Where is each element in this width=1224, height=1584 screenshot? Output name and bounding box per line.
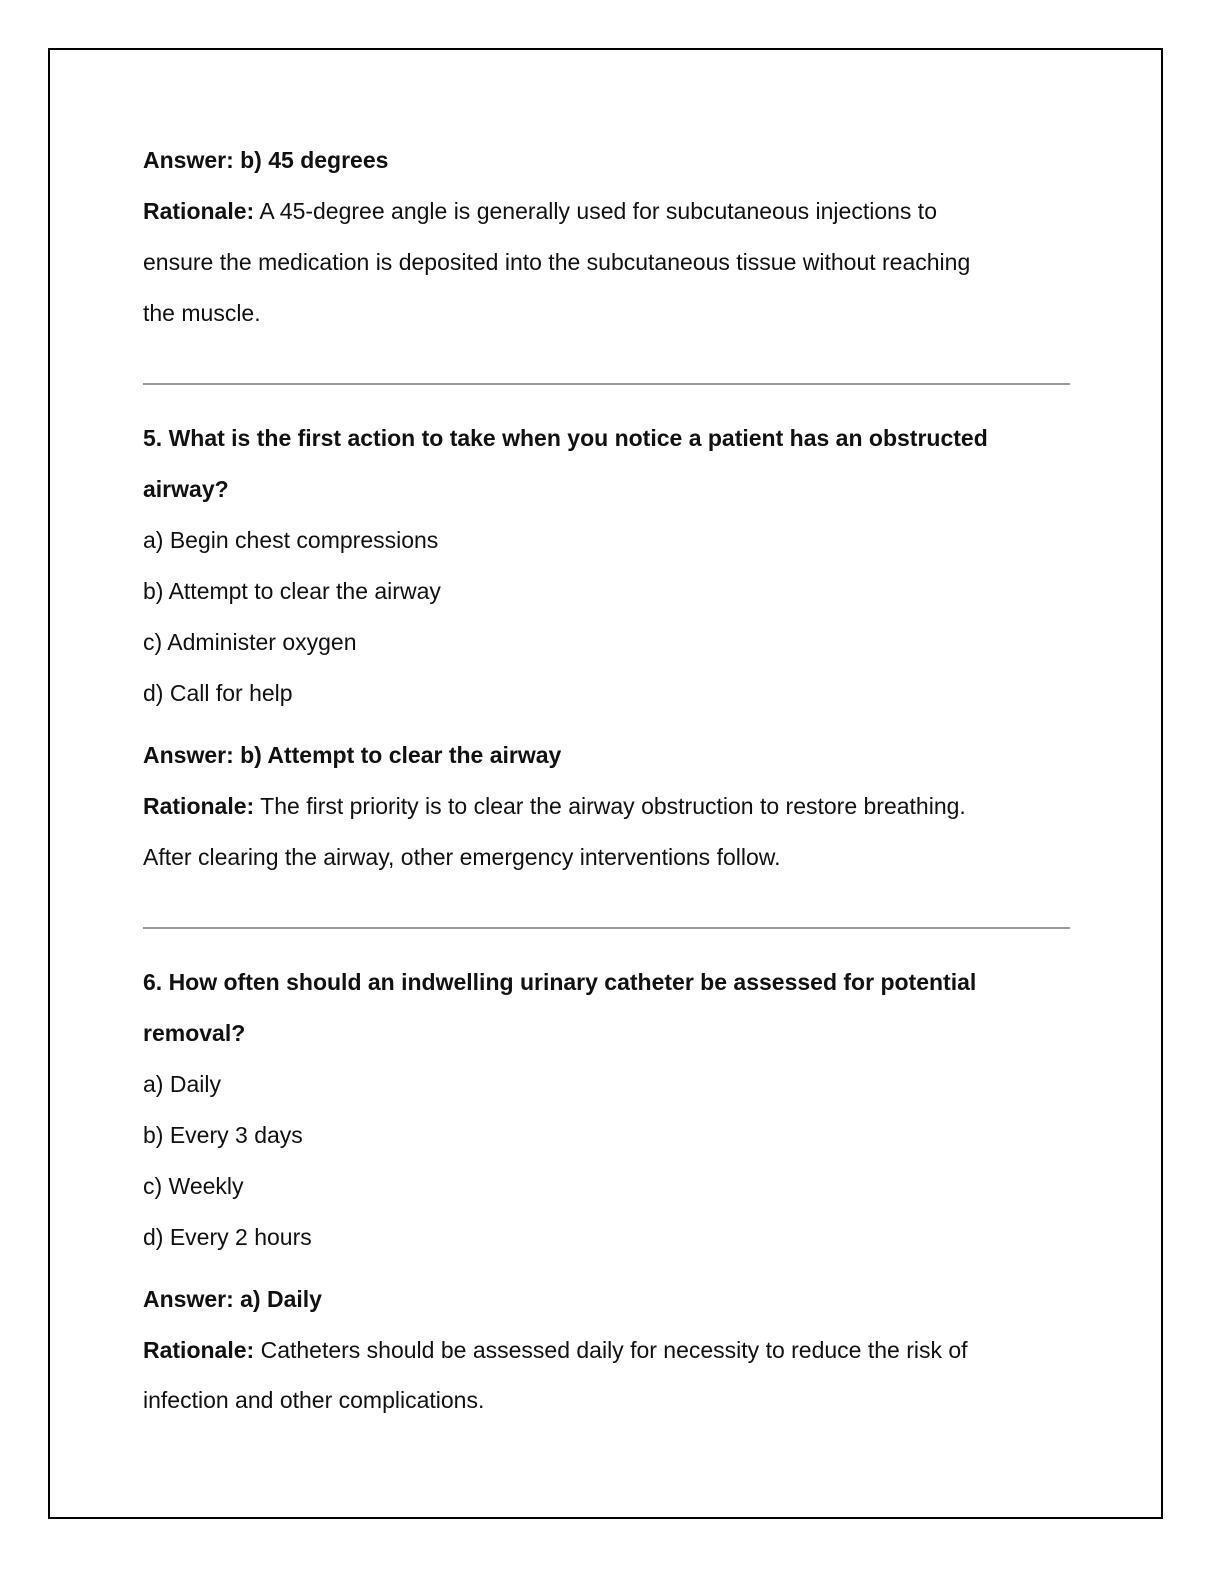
- q6-option-a: a) Daily: [143, 1071, 221, 1097]
- q6-option-d: d) Every 2 hours: [143, 1224, 312, 1250]
- q6-rationale-line-1: [143, 1335, 968, 1365]
- q5-question-line-1: 5. What is the first action to take when you notice a patient has an obstructed: [143, 425, 988, 451]
- q6-option-b: b) Every 3 days: [143, 1122, 303, 1148]
- q4-rationale-text-1: A 45-degree angle is generally used for subcutaneous injections to: [259, 198, 937, 224]
- q6-option-c: c) Weekly: [143, 1173, 244, 1199]
- q5-answer: Answer: b) Attempt to clear the airway: [143, 742, 562, 768]
- q5-rationale-label: Rationale:: [143, 793, 255, 819]
- q6-question-line-2: removal?: [143, 1020, 246, 1046]
- q6-rationale-label: Rationale:: [143, 1337, 255, 1363]
- q6-question-line-1: 6. How often should an indwelling urinary catheter be assessed for potential: [143, 969, 977, 995]
- q5-rationale-line-2: After clearing the airway, other emergency interventions follow.: [143, 844, 781, 870]
- q4-rationale-line-3: the muscle.: [143, 300, 261, 326]
- separator-2: [143, 927, 1070, 929]
- q6-rationale-text-1: Catheters should be assessed daily for necessity to reduce the risk of: [260, 1337, 968, 1363]
- separator-1: [143, 383, 1070, 385]
- q5-option-b: b) Attempt to clear the airway: [143, 578, 441, 604]
- q4-answer: Answer: b) 45 degrees: [143, 147, 389, 173]
- q5-option-a: a) Begin chest compressions: [143, 527, 439, 553]
- q4-rationale-line-2: ensure the medication is deposited into the subcutaneous tissue without reaching: [143, 249, 971, 275]
- q6-answer: Answer: a) Daily: [143, 1286, 322, 1312]
- q4-rationale-line-1: [143, 196, 937, 226]
- q5-option-c: c) Administer oxygen: [143, 629, 357, 655]
- q4-rationale-label: Rationale:: [143, 198, 255, 224]
- q5-rationale-text-1: The first priority is to clear the airway obstruction to restore breathing.: [260, 793, 966, 819]
- q5-rationale-line-1: [143, 791, 966, 821]
- q6-rationale-line-2: infection and other complications.: [143, 1387, 485, 1413]
- q5-option-d: d) Call for help: [143, 680, 293, 706]
- q5-question-line-2: airway?: [143, 476, 229, 502]
